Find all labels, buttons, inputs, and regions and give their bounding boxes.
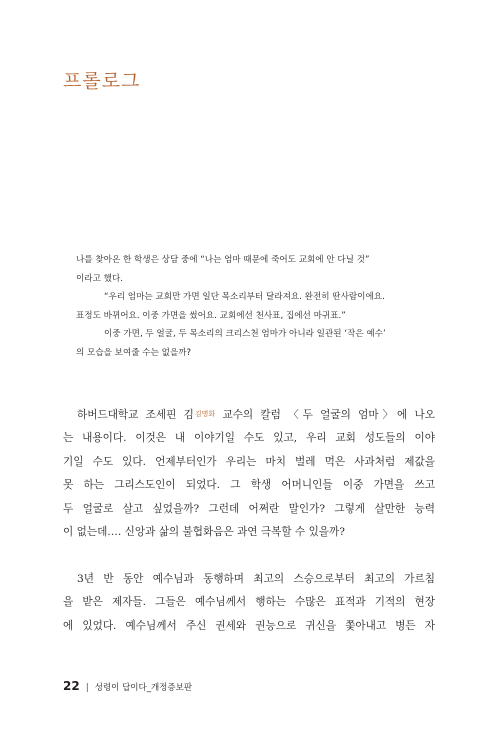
body-line: 못 하는 그리스도인이 되었다. 그 학생 어머니인들 이중 가면을 쓰고 bbox=[63, 479, 435, 492]
body-line: 는 내용이다. 이것은 내 이야기일 수도 있고, 우리 교회 성도들의 이야 bbox=[63, 432, 435, 445]
body-line: 3년 반 동안 예수님과 동행하며 최고의 스승으로부터 최고의 가르침 bbox=[77, 573, 435, 585]
body-line: 에 있었다. 예수님께서 주신 권세와 권능으로 귀신을 쫓아내고 병든 자 bbox=[63, 619, 435, 632]
footer-separator: | bbox=[85, 683, 89, 693]
intro-line: “우리 엄마는 교회만 가면 일단 목소리부터 달라져요. 완전히 딴사람이에요. bbox=[104, 292, 385, 302]
intro-line: 이중 가면, 두 얼굴, 두 목소리의 크리스천 엄마가 아니라 일관된 ‘작은 예수’ bbox=[104, 329, 386, 339]
intro-line: 표정도 바뀌어요. 이중 가면을 썼어요. 교회에선 천사표, 집에선 마귀표.” bbox=[76, 310, 346, 321]
book-title: 성령이 답이다_개정증보판 bbox=[94, 683, 193, 693]
page-footer bbox=[63, 679, 192, 693]
chapter-title: 프롤로그 bbox=[63, 70, 141, 92]
intro-quote-block bbox=[76, 251, 434, 362]
body-text-fragment: 교수의 칼럼 〈두 얼굴의 엄마〉에 나오 bbox=[215, 409, 435, 421]
body-line: 을 받은 제자들. 그들은 예수님께서 행하는 수많은 표적과 기적의 현장 bbox=[63, 596, 435, 609]
page-number: 22 bbox=[63, 679, 80, 693]
intro-line: 이라고 했다. bbox=[76, 273, 123, 284]
intro-line: 의 모습을 보여줄 수는 없을까? bbox=[76, 347, 192, 358]
body-line: 이 없는데…. 신앙과 삶의 불협화음은 과연 극복할 수 있을까? bbox=[63, 526, 345, 539]
body-line bbox=[63, 403, 435, 427]
body-paragraph-2 bbox=[63, 568, 435, 638]
body-paragraph-1 bbox=[63, 403, 435, 544]
name-annotation: 김명화 bbox=[194, 410, 216, 418]
intro-line: 나를 찾아온 한 학생은 상담 중에 “나는 엄마 때문에 죽어도 교회에 안 다닐 것” bbox=[76, 255, 370, 265]
body-text-fragment: 하버드대학교 조세핀 김 bbox=[77, 409, 194, 421]
body-line: 기일 수도 있다. 언제부터인가 우리는 마치 벌레 먹은 사과처럼 제값을 bbox=[63, 455, 435, 468]
body-line: 두 얼굴로 살고 싶었을까? 그런데 어쩌란 말인가? 그렇게 살만한 능력 bbox=[63, 502, 435, 515]
